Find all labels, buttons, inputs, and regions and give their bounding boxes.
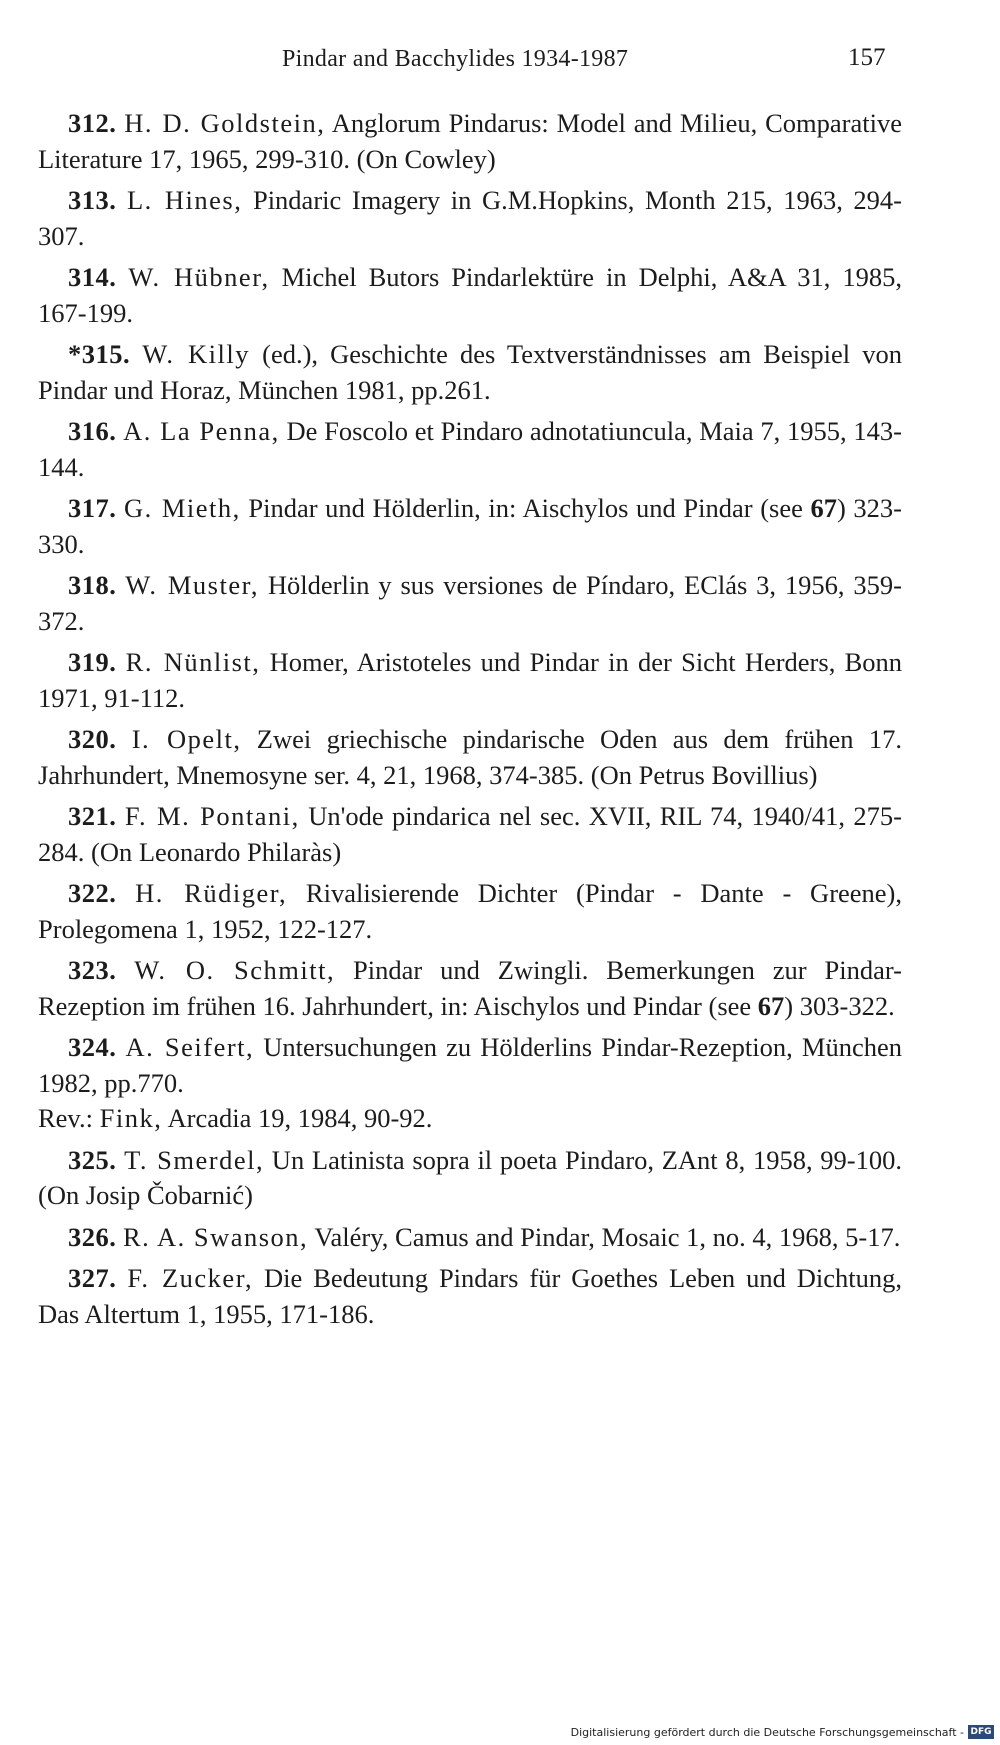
entry-number: 318.: [68, 570, 117, 600]
running-head: Pindar and Bacchylides 1934-1987: [282, 46, 629, 72]
bibliography-entry: [38, 1220, 902, 1256]
entry-text: Pindaric Imagery in G.M.Hopkins, Month 215, 1963, 294-307.: [38, 185, 903, 251]
bibliography-entry: [38, 645, 902, 716]
entry-author: F. M. Pontani,: [124, 801, 300, 831]
bibliography-entry: [38, 568, 902, 639]
entry-author: R. Nünlist,: [125, 647, 261, 677]
review-text: Arcadia 19, 1984, 90-92.: [162, 1103, 433, 1133]
entry-number: 316.: [68, 416, 117, 446]
entry-author: W. Hübner,: [128, 262, 270, 292]
entry-number: 325.: [68, 1144, 117, 1175]
entry-author: H. Rüdiger,: [135, 878, 288, 908]
bibliography-entry: [38, 1143, 902, 1214]
bibliography-entry: [38, 337, 902, 408]
bibliography-list: [38, 106, 902, 1338]
review-author: Fink,: [99, 1103, 163, 1133]
entry-author: W. O. Schmitt,: [134, 955, 336, 985]
entry-author: G. Mieth,: [123, 493, 241, 523]
bibliography-entry: [38, 876, 902, 947]
entry-text: Rivalisierende Dichter (Pindar - Dante - Greene), Prolegomena 1, 1952, 122-127.: [38, 878, 903, 944]
entry-number: 312.: [68, 108, 117, 138]
entry-author: W. Killy: [142, 339, 251, 369]
entry-number: 324.: [68, 1032, 117, 1062]
entry-author: H. D. Goldstein,: [124, 108, 326, 138]
entry-number: 322.: [68, 878, 117, 908]
bibliography-entry: [38, 799, 902, 870]
bibliography-entry: [38, 491, 902, 562]
bibliography-entry: [38, 953, 902, 1024]
entry-number: 320.: [68, 724, 117, 754]
entry-author: A. La Penna,: [123, 416, 280, 446]
entry-text: De Foscolo et Pindaro adnotatiuncula, Maia 7, 1955, 143-144.: [38, 416, 902, 482]
digitization-footer: [571, 1723, 994, 1741]
entry-number: *315.: [68, 339, 131, 369]
entry-text-tail: ) 303-322.: [784, 990, 895, 1021]
entry-text: Un Latinista sopra il poeta Pindaro, ZAnt 8, 1958, 99-100. (On Josip Čobarnić): [38, 1144, 902, 1210]
entry-author: T. Smerdel,: [124, 1144, 265, 1175]
cross-reference: 67: [757, 990, 785, 1021]
entry-text: Pindar und Hölderlin, in: Aischylos und Pindar (see: [240, 493, 811, 523]
entry-text: Anglorum Pindarus: Model and Milieu, Comparative Literature 17, 1965, 299-310. (On Cowley): [38, 108, 903, 174]
bibliography-entry: [38, 106, 902, 177]
entry-author: F. Zucker,: [127, 1263, 254, 1293]
entry-number: 321.: [68, 801, 117, 831]
entry-text: Homer, Aristoteles und Pindar in der Sicht Herders, Bonn 1971, 91-112.: [38, 647, 903, 713]
entry-text: Pindar und Zwingli. Bemerkungen zur Pindar-Rezeption im frühen 16. Jahrhundert, in: Aischylos und Pindar (see: [38, 955, 902, 1021]
page-header: [0, 46, 1000, 80]
bibliography-entry: [38, 414, 902, 485]
review-label: Rev.:: [38, 1103, 100, 1133]
entry-text: Un'ode pindarica nel sec. XVII, RIL 74, 1940/41, 275-284. (On Leonardo Philaràs): [38, 801, 903, 867]
entry-number: 317.: [68, 493, 117, 523]
entry-author: L. Hines,: [126, 185, 243, 215]
entry-author: R. A. Swanson,: [123, 1221, 309, 1252]
entry-number: 326.: [68, 1221, 117, 1252]
entry-text: (ed.), Geschichte des Textverständnisses am Beispiel von Pindar und Horaz, München 1981, pp.261.: [38, 339, 903, 405]
entry-text-tail: ) 323-330.: [38, 493, 902, 559]
bibliography-entry: [38, 722, 902, 793]
review-line: [38, 1103, 432, 1133]
bibliography-entry: [38, 183, 902, 254]
cross-reference: 67: [810, 493, 837, 523]
entry-author: I. Opelt,: [131, 724, 242, 754]
bibliography-entry: [38, 1261, 902, 1332]
dfg-logo-icon: DFG: [968, 1725, 994, 1739]
entry-text: Die Bedeutung Pindars für Goethes Leben und Dichtung, Das Altertum 1, 1955, 171-186.: [38, 1263, 903, 1329]
entry-text: Michel Butors Pindarlektüre in Delphi, A&A 31, 1985, 167-199.: [38, 262, 903, 328]
entry-number: 319.: [68, 647, 117, 677]
page-number: 157: [848, 44, 886, 71]
entry-text: Zwei griechische pindarische Oden aus dem frühen 17. Jahrhundert, Mnemosyne ser. 4, 21, 1968, 374-385. (On Petrus Bovillius): [38, 724, 902, 790]
entry-number: 314.: [68, 262, 117, 292]
entry-number: 327.: [68, 1263, 117, 1293]
entry-number: 313.: [68, 185, 117, 215]
entry-author: W. Muster,: [125, 570, 259, 600]
entry-text: Untersuchungen zu Hölderlins Pindar-Rezeption, München 1982, pp.770.: [38, 1032, 902, 1098]
entry-author: A. Seifert,: [125, 1032, 255, 1062]
bibliography-entry: [38, 1030, 902, 1137]
funding-note: Digitalisierung gefördert durch die Deutsche Forschungsgemeinschaft -: [570, 1725, 964, 1739]
bibliography-entry: [38, 260, 902, 331]
entry-number: 323.: [68, 955, 117, 985]
entry-text: Valéry, Camus and Pindar, Mosaic 1, no. 4, 1968, 5-17.: [308, 1221, 901, 1252]
entry-text: Hölderlin y sus versiones de Píndaro, EClás 3, 1956, 359-372.: [38, 570, 903, 636]
